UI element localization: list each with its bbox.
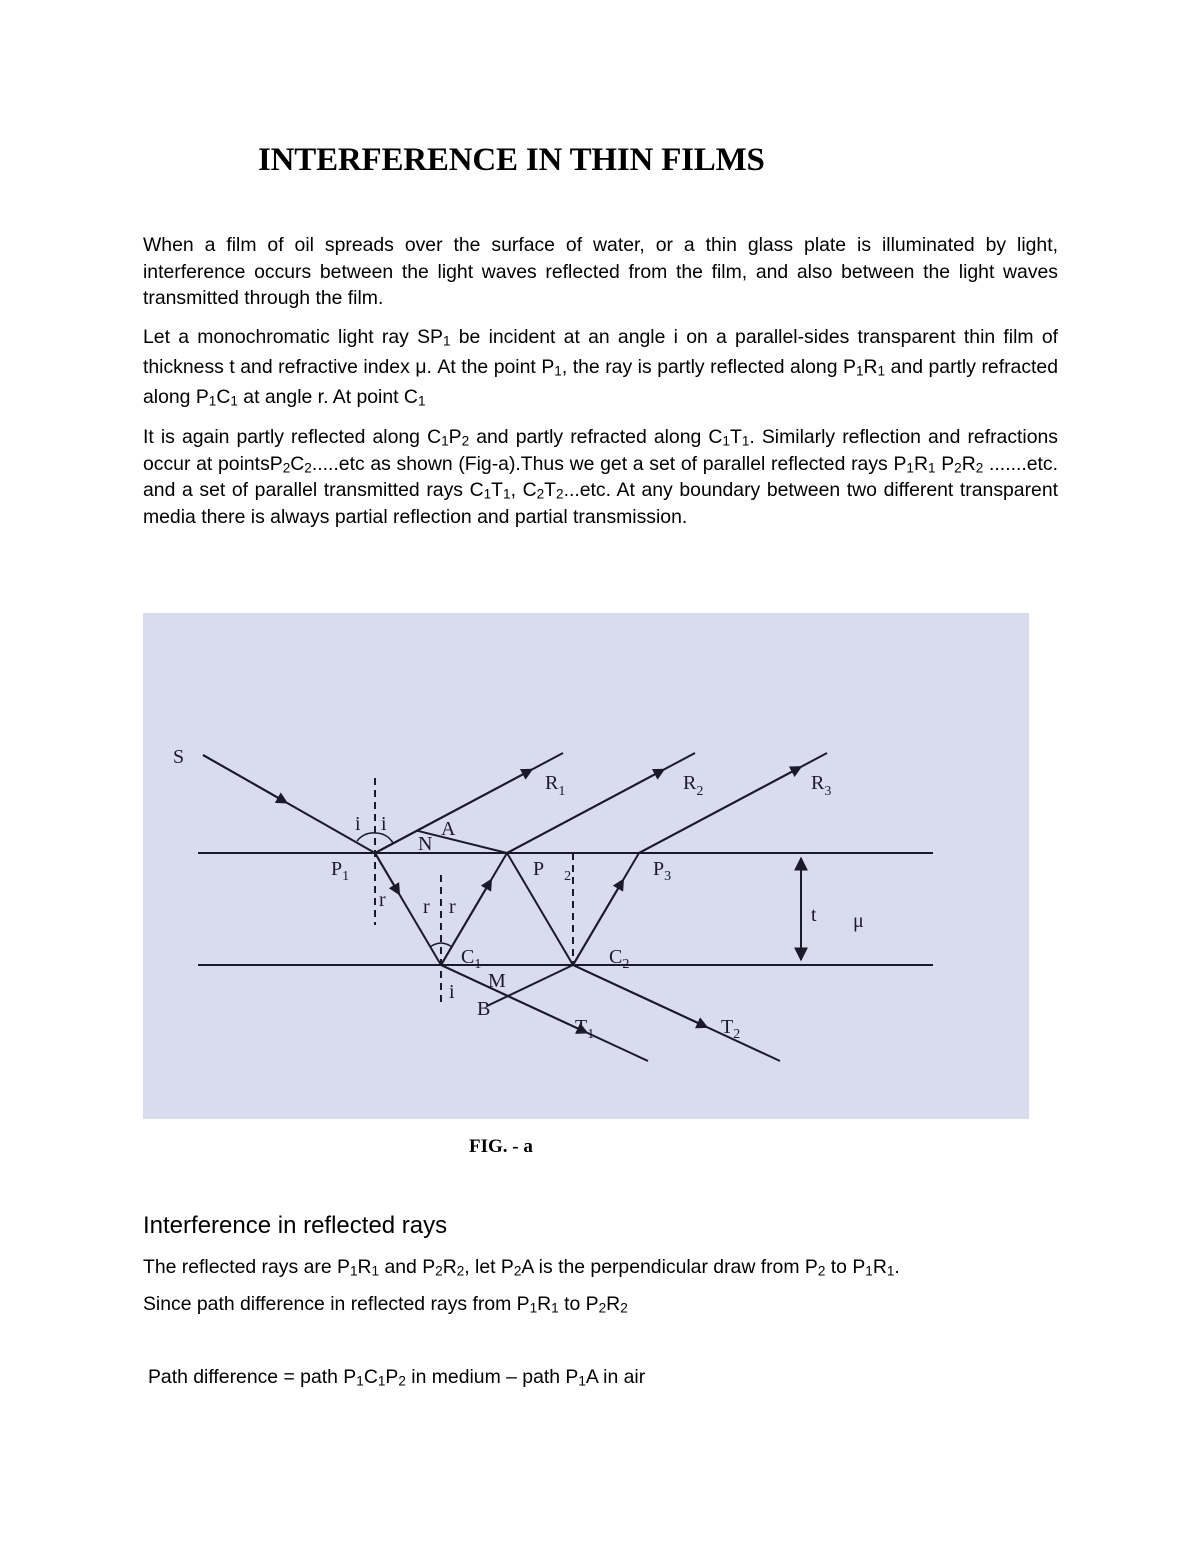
- label-r-right: r: [449, 896, 456, 918]
- label-t: t: [811, 904, 817, 926]
- label-t2: $T_2$: [721, 1016, 741, 1042]
- page-title: INTERFERENCE IN THIN FILMS: [258, 142, 765, 178]
- label-i-bottom: i: [449, 981, 455, 1003]
- label-b: B: [477, 998, 491, 1020]
- label-r3: $R_3$: [811, 772, 832, 799]
- diagram-background: [143, 613, 1029, 1119]
- label-p3: $P_3$: [653, 858, 672, 884]
- setup-paragraph: Let a monochromatic light ray $SP_1$ be incident at an angle i on a parallel-sides transparent thin film of thickness t and refractive index μ. At the point $P_1$, the ray is partly reflected along $P_1R_1$ and partly refracted along $P_1C_1$ at angle r. At point $C_1$: [143, 326, 1058, 409]
- reflection-paragraph: It is again partly reflected along $C_1P_2$ and partly refracted along $C_1T_1$. Similarly reflection and refractions occur at $pointsP_2C_2.....etc$ as shown (Fig-a).Thus we get a set of parallel reflected rays $P_1R_1$ $P_2R_2$ .......etc. and a set of parallel transmitted rays $C_1T_1$, $C_2T_2...etc$. At any boundary between two different transparent media there is always partial reflection and partial transmission.: [143, 426, 1058, 528]
- label-p2: P $_2$: [533, 858, 572, 884]
- figure-caption: FIG. - a: [469, 1136, 533, 1157]
- label-c1: $C_1$: [461, 946, 482, 972]
- thin-film-diagram: [143, 613, 1029, 1119]
- intro-paragraph: When a film of oil spreads over the surface of water, or a thin glass plate is illuminated by light, interference occurs between the light waves reflected from the film, and also between the light waves transmitted through the film.: [143, 234, 1058, 309]
- path-difference-equation: Path difference = path $P_1C_1P_2$ in medium – path $P_1A$ in air: [148, 1366, 646, 1389]
- label-a: A: [441, 818, 456, 840]
- label-m: M: [488, 970, 506, 992]
- label-s: S: [173, 746, 185, 768]
- path-difference-intro-line: Since path difference in reflected rays from $P_1R_1$ to $P_2R_2$: [143, 1293, 628, 1316]
- reflected-rays-line: The reflected rays are $P_1R_1$ and $P_2R_2$, let $P_2A$ is the perpendicular draw from $P_2$ to $P_1R_1$.: [143, 1256, 900, 1279]
- label-i-left: i: [355, 813, 361, 835]
- section-heading: Interference in reflected rays: [143, 1212, 448, 1239]
- label-r-mid: r: [423, 896, 430, 918]
- label-r-left: r: [379, 889, 386, 911]
- label-mu: μ: [853, 910, 864, 932]
- label-i-right: i: [381, 813, 387, 835]
- label-t1: $T_1$: [575, 1016, 595, 1042]
- label-c2: $C_2$: [609, 946, 630, 972]
- label-r1: $R_1$: [545, 772, 566, 799]
- label-p1: $P_1$: [331, 858, 350, 884]
- label-r2: $R_2$: [683, 772, 704, 799]
- label-n: N: [418, 833, 433, 855]
